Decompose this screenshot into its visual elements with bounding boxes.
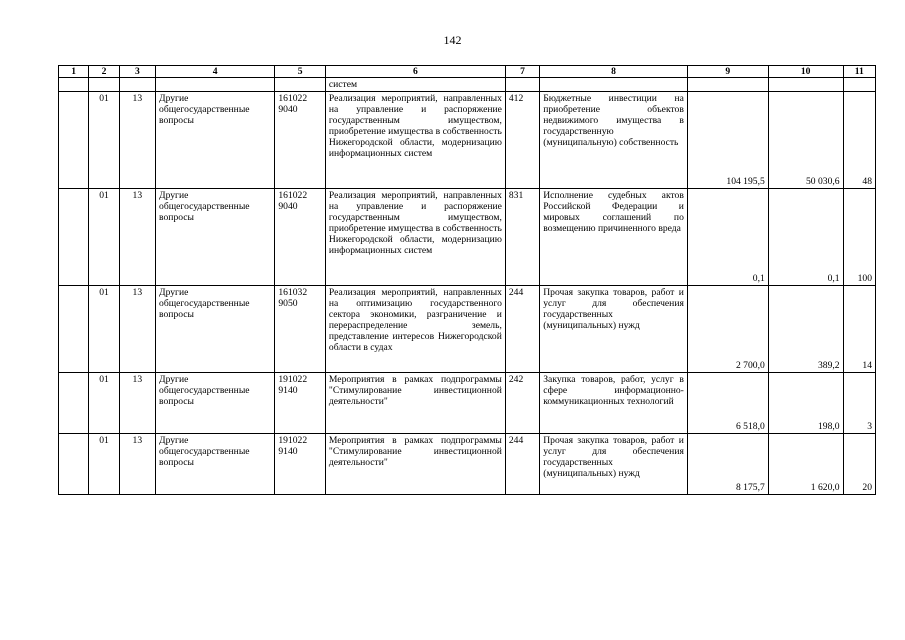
- cell-col-1: [59, 373, 89, 434]
- table-row: [59, 373, 876, 434]
- cell-subsection: 13: [119, 286, 155, 373]
- cell-actual: 0,1: [768, 189, 843, 286]
- cell-percent: 48: [843, 92, 875, 189]
- header-col-8: 8: [540, 66, 688, 78]
- cell-section: 01: [89, 434, 119, 495]
- cell-expense-code: 242: [505, 373, 539, 434]
- cell-target-name: Реализация мероприятий, направленных на оптимизацию государственного сектора экономики, разграничение и перераспределение земель, представление интересов Нижегородской области в судах: [325, 286, 505, 373]
- cell-section-name: Другие общегосударственные вопросы: [156, 189, 275, 286]
- header-row: [59, 66, 876, 78]
- header-col-11: 11: [843, 66, 875, 78]
- cell-section: 01: [89, 373, 119, 434]
- header-col-4: 4: [156, 66, 275, 78]
- cell-subsection: 13: [119, 434, 155, 495]
- cell-section: 01: [89, 286, 119, 373]
- header-col-3: 3: [119, 66, 155, 78]
- header-col-1: 1: [59, 66, 89, 78]
- cell-expense-name: Прочая закупка товаров, работ и услуг для обеспечения государственных (муниципальных) нужд: [540, 434, 688, 495]
- cell-target-name: Реализация мероприятий, направленных на управление и распоряжение государственным имуществом, приобретение имущества в собственность Нижегородской области, модернизацию информационных систем: [325, 92, 505, 189]
- cell-subsection: 13: [119, 189, 155, 286]
- cell-section-name: Другие общегосударственные вопросы: [156, 434, 275, 495]
- header-col-5: 5: [275, 66, 326, 78]
- cell-target-code: 191022 9140: [275, 373, 326, 434]
- table-row: [59, 189, 876, 286]
- cell-plan: 8 175,7: [687, 434, 768, 495]
- header-col-2: 2: [89, 66, 119, 78]
- cell-plan: 0,1: [687, 189, 768, 286]
- cell-col-1: [59, 434, 89, 495]
- cell-section: 01: [89, 189, 119, 286]
- page-number: 142: [443, 33, 462, 47]
- cell-section: 01: [89, 92, 119, 189]
- cell-expense-name: Закупка товаров, работ, услуг в сфере информационно-коммуникационных технологий: [540, 373, 688, 434]
- cell-col-1: [59, 92, 89, 189]
- cell-target-code: 161022 9040: [275, 92, 326, 189]
- cell-percent: 20: [843, 434, 875, 495]
- cell-col-1: [59, 189, 89, 286]
- cell-percent: 14: [843, 286, 875, 373]
- continuation-text: систем: [325, 78, 505, 92]
- cell-target-name: Мероприятия в рамках подпрограммы "Стимулирование инвестиционной деятельности": [325, 373, 505, 434]
- cell-percent: 100: [843, 189, 875, 286]
- cell-section-name: Другие общегосударственные вопросы: [156, 92, 275, 189]
- header-col-10: 10: [768, 66, 843, 78]
- table-row: [59, 434, 876, 495]
- cell-actual: 1 620,0: [768, 434, 843, 495]
- cell-expense-name: Бюджетные инвестиции на приобретение объектов недвижимого имущества в государственную (муниципальную) собственность: [540, 92, 688, 189]
- cell-col-1: [59, 286, 89, 373]
- cell-actual: 198,0: [768, 373, 843, 434]
- header-col-6: 6: [325, 66, 505, 78]
- cell-actual: 50 030,6: [768, 92, 843, 189]
- cell-section-name: Другие общегосударственные вопросы: [156, 286, 275, 373]
- cell-expense-name: Исполнение судебных актов Российской Федерации и мировых соглашений по возмещению причиненного вреда: [540, 189, 688, 286]
- cell-percent: 3: [843, 373, 875, 434]
- cell-expense-code: 412: [505, 92, 539, 189]
- cell-subsection: 13: [119, 373, 155, 434]
- cell-expense-code: 244: [505, 286, 539, 373]
- cell-subsection: 13: [119, 92, 155, 189]
- table-row: [59, 92, 876, 189]
- budget-table: [58, 65, 876, 495]
- cell-plan: 2 700,0: [687, 286, 768, 373]
- cell-expense-name: Прочая закупка товаров, работ и услуг для обеспечения государственных (муниципальных) нужд: [540, 286, 688, 373]
- header-col-9: 9: [687, 66, 768, 78]
- cell-target-code: 161022 9040: [275, 189, 326, 286]
- cell-plan: 104 195,5: [687, 92, 768, 189]
- header-col-7: 7: [505, 66, 539, 78]
- cell-target-name: Реализация мероприятий, направленных на управление и распоряжение государственным имуществом, приобретение имущества в собственность Нижегородской области, модернизацию информационных систем: [325, 189, 505, 286]
- cell-target-name: Мероприятия в рамках подпрограммы "Стимулирование инвестиционной деятельности": [325, 434, 505, 495]
- cell-section-name: Другие общегосударственные вопросы: [156, 373, 275, 434]
- cell-actual: 389,2: [768, 286, 843, 373]
- table-row: [59, 286, 876, 373]
- cell-target-code: 161032 9050: [275, 286, 326, 373]
- cell-plan: 6 518,0: [687, 373, 768, 434]
- continuation-row: [59, 78, 876, 92]
- cell-expense-code: 244: [505, 434, 539, 495]
- cell-target-code: 191022 9140: [275, 434, 326, 495]
- cell-expense-code: 831: [505, 189, 539, 286]
